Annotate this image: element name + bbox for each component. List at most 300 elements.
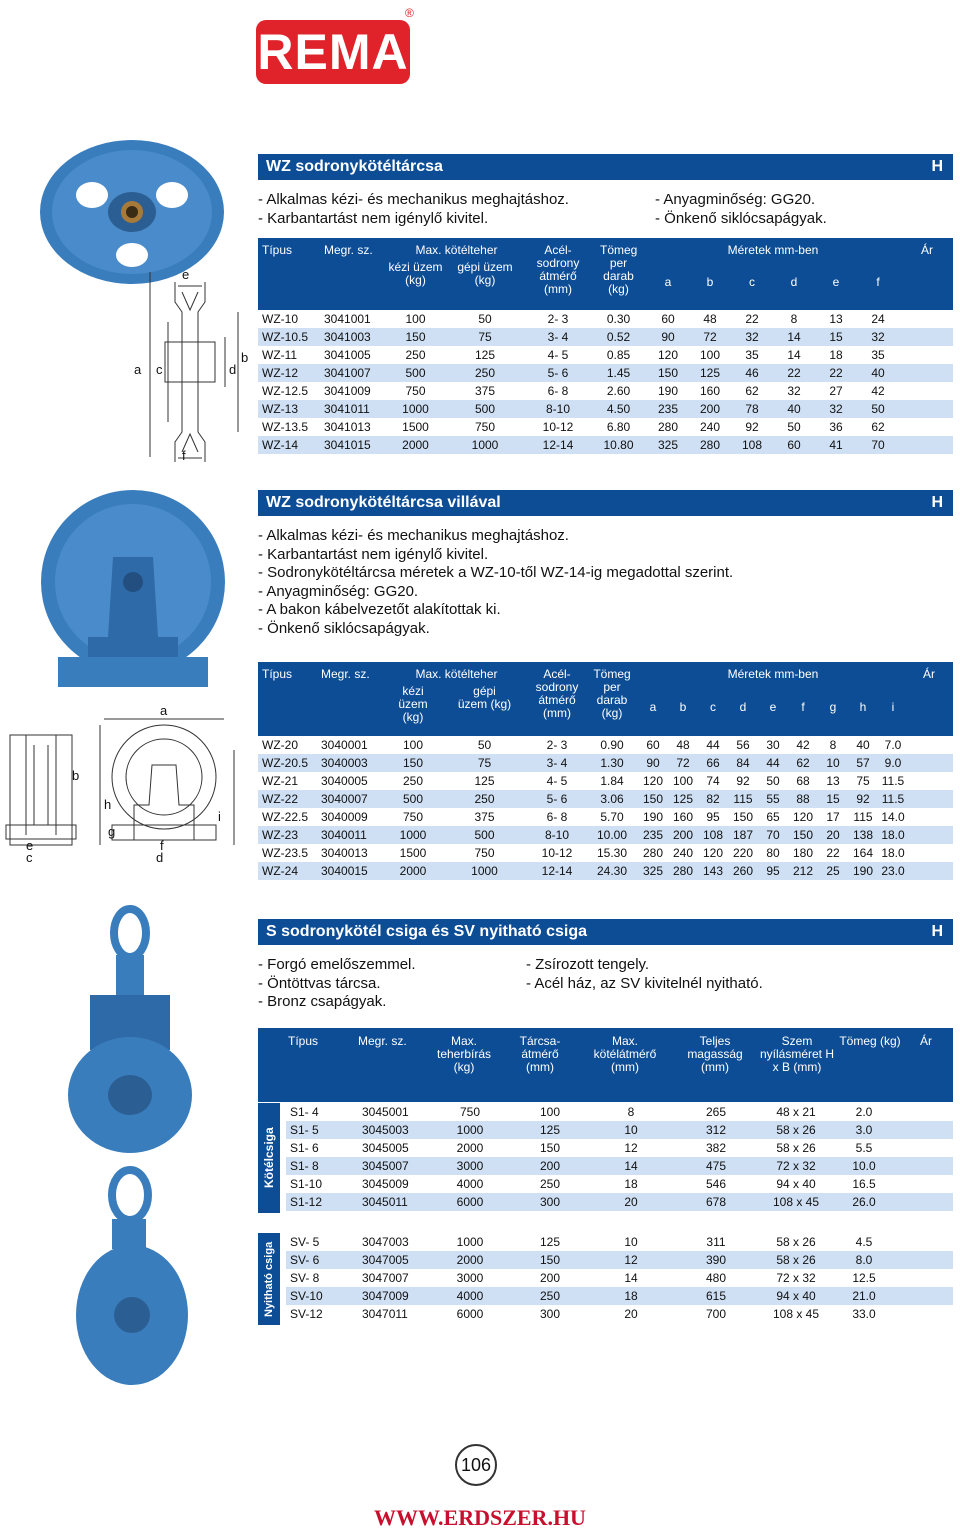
table-cell: SV- 8 (286, 1269, 358, 1287)
th-dim-h: h (859, 700, 867, 714)
dim2-label-g: g (108, 824, 116, 839)
th-ar: Ár (908, 662, 953, 736)
table-cell: 190 (647, 382, 689, 400)
table-cell: 1.84 (586, 772, 638, 790)
dim-label-d: d (229, 362, 237, 377)
table-cell: WZ-10 (258, 310, 320, 328)
table-row (286, 1103, 953, 1121)
table-cell: 33.0 (832, 1305, 896, 1323)
table-cell: 3040003 (317, 754, 385, 772)
table-cell: 15 (815, 328, 857, 346)
s1-bullets-right (655, 191, 827, 228)
price-cell (908, 736, 953, 754)
table-cell: 1000 (444, 436, 526, 454)
table-cell: 17 (818, 808, 848, 826)
table-cell: 700 (672, 1305, 760, 1323)
table-cell: 150 (788, 826, 818, 844)
table-cell: 50 (444, 310, 526, 328)
table-cell: 22 (773, 364, 815, 382)
table-cell: 3045005 (358, 1139, 430, 1157)
price-cell (899, 418, 953, 436)
table-cell: 10 (590, 1233, 672, 1251)
table-cell: 3041001 (320, 310, 387, 328)
table-cell: 4.5 (832, 1233, 896, 1251)
th-teherbiras: Max. teherbírás (kg) (436, 1034, 492, 1074)
table-cell: 92 (731, 418, 773, 436)
table-cell: 150 (385, 754, 441, 772)
table-cell: S1-10 (286, 1175, 358, 1193)
table-cell: 6000 (430, 1193, 510, 1211)
table-cell: 41 (815, 436, 857, 454)
table-cell: 3041005 (320, 346, 387, 364)
table-cell: 48 (689, 310, 731, 328)
th-dim-d: d (739, 700, 747, 714)
table-cell: 0.90 (586, 736, 638, 754)
dim-label-e: e (182, 267, 190, 282)
bullet: - Anyagminőség: GG20. (258, 582, 419, 600)
table-cell: 75 (848, 772, 878, 790)
price-cell (908, 772, 953, 790)
table-cell: 150 (387, 328, 444, 346)
table-cell: 187 (728, 826, 758, 844)
table-cell: 312 (672, 1121, 760, 1139)
dim2-label-c: c (26, 850, 33, 865)
table-cell: WZ-12 (258, 364, 320, 382)
table-cell: 14 (773, 328, 815, 346)
table-row (258, 382, 953, 400)
price-cell (896, 1157, 953, 1175)
price-cell (899, 364, 953, 382)
table-cell: 1000 (385, 826, 441, 844)
group-label-kotelcsiga: Kötélcsiga (258, 1103, 280, 1213)
wz-fork-technical-drawing (4, 715, 244, 865)
table-cell: WZ-22.5 (258, 808, 317, 826)
table-cell: 150 (510, 1139, 590, 1157)
table-cell: 160 (668, 808, 698, 826)
price-cell (896, 1139, 953, 1157)
table-cell: 20 (590, 1305, 672, 1323)
table-cell: 1.45 (590, 364, 647, 382)
dim2-label-e: e (26, 838, 34, 853)
table-cell: 32 (731, 328, 773, 346)
table-cell: 3040013 (317, 844, 385, 862)
table-cell: 546 (672, 1175, 760, 1193)
table-cell: 50 (441, 736, 528, 754)
table-cell: 55 (758, 790, 788, 808)
table-cell: 260 (728, 862, 758, 880)
table-cell: 3045009 (358, 1175, 430, 1193)
table-cell: 3047009 (358, 1287, 430, 1305)
th-ar: Ár (899, 238, 953, 310)
table-cell: 3045001 (358, 1103, 430, 1121)
table-cell: 750 (387, 382, 444, 400)
table-cell: 60 (647, 310, 689, 328)
table-cell: 480 (672, 1269, 760, 1287)
price-cell (899, 328, 953, 346)
table-row (286, 1139, 953, 1157)
dim2-label-i: i (218, 809, 221, 824)
bullet: - Anyagminőség: GG20. (655, 191, 816, 208)
table-cell: 212 (788, 862, 818, 880)
price-cell (896, 1251, 953, 1269)
dim2-label-h: h (104, 797, 112, 812)
table-cell: 3.06 (586, 790, 638, 808)
s-table-group1 (286, 1103, 953, 1211)
table-cell: 22 (815, 364, 857, 382)
th-meretek: Méretek mm-ben (727, 667, 819, 681)
table-cell: 250 (385, 772, 441, 790)
table-cell: 3.0 (832, 1121, 896, 1139)
th-max: Max. kötélteher (415, 667, 498, 681)
website-link[interactable]: WWW.ERDSZER.HU (374, 1505, 586, 1530)
table-cell: 200 (689, 400, 731, 418)
bullet: - A bakon kábelvezetőt alakítottak ki. (258, 601, 501, 618)
table-cell: 8 (818, 736, 848, 754)
table-cell: 143 (698, 862, 728, 880)
th-tomeg: Tömeg (kg) (839, 1034, 901, 1048)
table-cell: 50 (773, 418, 815, 436)
table-cell: 66 (698, 754, 728, 772)
table-cell: WZ-21 (258, 772, 317, 790)
table-cell: 2000 (385, 862, 441, 880)
th-magassag: Teljes magasság (mm) (687, 1034, 743, 1074)
dim-label-f: f (182, 448, 186, 463)
section-tag: H (931, 923, 943, 940)
th-dim-c: c (749, 275, 755, 289)
table-cell: 35 (731, 346, 773, 364)
table-cell: 300 (510, 1193, 590, 1211)
table-cell: 100 (689, 346, 731, 364)
rema-logo: REMA (256, 20, 410, 84)
bullet: - Alkalmas kézi- és mechanikus meghajtáshoz. (258, 527, 569, 544)
table-cell: 2.0 (832, 1103, 896, 1121)
table-cell: 14 (590, 1157, 672, 1175)
price-cell (899, 382, 953, 400)
table-cell: 58 x 26 (760, 1251, 832, 1269)
table-cell: 200 (668, 826, 698, 844)
table-cell: 60 (638, 736, 668, 754)
table-cell: 1000 (430, 1121, 510, 1139)
table-cell: WZ-11 (258, 346, 320, 364)
table-row (258, 310, 953, 328)
table-cell: 72 (668, 754, 698, 772)
price-cell (896, 1193, 953, 1211)
table-cell: 13 (818, 772, 848, 790)
table-cell: 3041007 (320, 364, 387, 382)
table-cell: SV- 5 (286, 1233, 358, 1251)
price-cell (908, 754, 953, 772)
table-cell: 240 (689, 418, 731, 436)
s-table-group2 (286, 1233, 953, 1323)
table-cell: 100 (510, 1103, 590, 1121)
price-cell (908, 862, 953, 880)
table-cell: 250 (441, 790, 528, 808)
table-cell: 27 (815, 382, 857, 400)
table-cell: 12-14 (526, 436, 590, 454)
table-cell: 250 (444, 364, 526, 382)
table-cell: 325 (647, 436, 689, 454)
table-cell: 18.0 (878, 844, 908, 862)
table-cell: 100 (668, 772, 698, 790)
s3-bullets-left (258, 956, 416, 1012)
table-cell: 20 (590, 1193, 672, 1211)
table-cell: 250 (510, 1287, 590, 1305)
price-cell (896, 1121, 953, 1139)
th-gepi: gépi üzem (kg) (457, 260, 513, 287)
wz-table (258, 238, 953, 454)
table-cell: 2000 (430, 1251, 510, 1269)
table-cell: 120 (698, 844, 728, 862)
table-cell: WZ-14 (258, 436, 320, 454)
table-cell: 250 (510, 1175, 590, 1193)
table-cell: 2000 (430, 1139, 510, 1157)
table-cell: 22 (818, 844, 848, 862)
table-cell: 125 (510, 1121, 590, 1139)
section-header-wz-villa (258, 490, 953, 516)
table-cell: 80 (758, 844, 788, 862)
th-megr: Megr. sz. (317, 662, 385, 736)
table-cell: 75 (444, 328, 526, 346)
table-cell: 88 (788, 790, 818, 808)
price-cell (899, 436, 953, 454)
bullet: - Karbantartást nem igénylő kivitel. (258, 209, 489, 227)
th-dim-f: f (876, 275, 880, 289)
page-number: 106 (455, 1444, 497, 1486)
table-cell: 235 (647, 400, 689, 418)
table-cell: 30 (758, 736, 788, 754)
table-cell: 18.0 (878, 826, 908, 844)
th-dim-a: a (664, 275, 672, 289)
table-row (286, 1233, 953, 1251)
table-cell: WZ-23.5 (258, 844, 317, 862)
table-cell: 3045003 (358, 1121, 430, 1139)
table-cell: 220 (728, 844, 758, 862)
table-cell: 8-10 (528, 826, 586, 844)
table-cell: 190 (848, 862, 878, 880)
th-tipus: Típus (258, 662, 317, 736)
price-cell (896, 1233, 953, 1251)
table-row (286, 1175, 953, 1193)
table-row (286, 1287, 953, 1305)
table-row (258, 328, 953, 346)
table-cell: 3047007 (358, 1269, 430, 1287)
table-cell: 6- 8 (526, 382, 590, 400)
table-cell: 3041009 (320, 382, 387, 400)
table-cell: 32 (773, 382, 815, 400)
table-cell: 40 (773, 400, 815, 418)
table-cell: 62 (731, 382, 773, 400)
dim-label-b: b (241, 350, 249, 365)
table-cell: 3041015 (320, 436, 387, 454)
table-cell: 3047011 (358, 1305, 430, 1323)
table-cell: 108 x 45 (760, 1193, 832, 1211)
table-cell: 500 (444, 400, 526, 418)
table-cell: 180 (788, 844, 818, 862)
table-cell: 10.0 (832, 1157, 896, 1175)
table-cell: 70 (857, 436, 899, 454)
price-cell (896, 1175, 953, 1193)
table-cell: 3040001 (317, 736, 385, 754)
table-cell: 68 (788, 772, 818, 790)
table-cell: S1- 8 (286, 1157, 358, 1175)
table-cell: 46 (731, 364, 773, 382)
table-cell: WZ-20.5 (258, 754, 317, 772)
table-cell: 138 (848, 826, 878, 844)
table-row (286, 1305, 953, 1323)
table-cell: 15 (818, 790, 848, 808)
table-row (286, 1157, 953, 1175)
section-tag: H (931, 494, 943, 511)
table-cell: 125 (689, 364, 731, 382)
table-cell: 2- 3 (528, 736, 586, 754)
table-cell: 9.0 (878, 754, 908, 772)
table-cell: 4- 5 (528, 772, 586, 790)
table-cell: SV- 6 (286, 1251, 358, 1269)
table-cell: 200 (510, 1157, 590, 1175)
group-label-nyithato: Nyitható csiga (258, 1233, 280, 1325)
table-cell: 8.0 (832, 1251, 896, 1269)
th-dim-b: b (679, 700, 687, 714)
dim-label-a: a (134, 362, 142, 377)
table-cell: 70 (758, 826, 788, 844)
dim2-label-f: f (160, 838, 164, 853)
table-cell: 12 (590, 1251, 672, 1269)
price-cell (896, 1269, 953, 1287)
table-cell: 120 (788, 808, 818, 826)
bullet: - Sodronykötéltárcsa méretek a WZ-10-től WZ-14-ig megadottal szerint. (258, 564, 734, 581)
th-gepi: gépi üzem (kg) (457, 684, 512, 711)
table-cell: 750 (385, 808, 441, 826)
table-cell: 2.60 (590, 382, 647, 400)
table-cell: 311 (672, 1233, 760, 1251)
registered-mark: ® (405, 6, 414, 20)
table-cell: 750 (444, 418, 526, 436)
table-row (286, 1251, 953, 1269)
table-cell: 2- 3 (526, 310, 590, 328)
table-cell: 12 (590, 1139, 672, 1157)
table-cell: 92 (728, 772, 758, 790)
table-cell: 3- 4 (526, 328, 590, 346)
th-dim-g: g (829, 700, 837, 714)
table-row (258, 418, 953, 436)
table-cell: 6000 (430, 1305, 510, 1323)
table-cell: 3041013 (320, 418, 387, 436)
table-cell: 3000 (430, 1269, 510, 1287)
section-tag: H (931, 158, 943, 175)
table-cell: 240 (668, 844, 698, 862)
table-cell: WZ-24 (258, 862, 317, 880)
table-cell: S1- 4 (286, 1103, 358, 1121)
table-cell: 18 (590, 1287, 672, 1305)
table-cell: 5- 6 (526, 364, 590, 382)
table-cell: SV-10 (286, 1287, 358, 1305)
table-cell: 125 (444, 346, 526, 364)
th-dim-d: d (790, 275, 798, 289)
table-cell: WZ-10.5 (258, 328, 320, 346)
table-cell: 4000 (430, 1287, 510, 1305)
table-cell: 42 (857, 382, 899, 400)
table-cell: 2000 (387, 436, 444, 454)
table-cell: 18 (590, 1175, 672, 1193)
table-cell: 56 (728, 736, 758, 754)
price-cell (908, 790, 953, 808)
th-megr: Megr. sz. (320, 238, 387, 310)
table-cell: 90 (647, 328, 689, 346)
table-cell: 18 (815, 346, 857, 364)
table-cell: 280 (638, 844, 668, 862)
table-cell: 16.5 (832, 1175, 896, 1193)
table-cell: 190 (638, 808, 668, 826)
table-cell: 8-10 (526, 400, 590, 418)
price-cell (899, 310, 953, 328)
th-tomeg: Tömeg per darab (kg) (586, 662, 638, 736)
table-cell: 3041003 (320, 328, 387, 346)
table-cell: 500 (441, 826, 528, 844)
table-cell: 50 (857, 400, 899, 418)
table-cell: 3040009 (317, 808, 385, 826)
table-cell: 21.0 (832, 1287, 896, 1305)
th-dim-b: b (706, 275, 714, 289)
table-cell: 280 (668, 862, 698, 880)
bullet: - Alkalmas kézi- és mechanikus meghajtáshoz. (258, 191, 569, 208)
table-cell: 108 (731, 436, 773, 454)
table-cell: 6- 8 (528, 808, 586, 826)
table-cell: 6.80 (590, 418, 647, 436)
table-cell: 32 (857, 328, 899, 346)
table-cell: WZ-13.5 (258, 418, 320, 436)
section-title: WZ sodronykötéltárcsa villával (266, 494, 501, 511)
table-cell: 44 (698, 736, 728, 754)
th-kezi: kézi üzem (kg) (388, 260, 443, 287)
table-cell: 15.30 (586, 844, 638, 862)
table-cell: 50 (758, 772, 788, 790)
table-cell: 150 (638, 790, 668, 808)
table-cell: 24.30 (586, 862, 638, 880)
wz-fork-pulley-image (28, 487, 248, 692)
table-row (258, 808, 953, 826)
table-cell: 14.0 (878, 808, 908, 826)
table-cell: 3040015 (317, 862, 385, 880)
table-cell: 44 (758, 754, 788, 772)
table-cell: 3045011 (358, 1193, 430, 1211)
table-cell: 94 x 40 (760, 1175, 832, 1193)
table-cell: 164 (848, 844, 878, 862)
table-cell: 325 (638, 862, 668, 880)
dim-label-c: c (156, 362, 163, 377)
table-cell: 24 (857, 310, 899, 328)
table-row (258, 364, 953, 382)
table-cell: 32 (815, 400, 857, 418)
table-cell: 200 (510, 1269, 590, 1287)
table-cell: 74 (698, 772, 728, 790)
table-cell: 20 (818, 826, 848, 844)
table-cell: 280 (689, 436, 731, 454)
table-cell: 3- 4 (528, 754, 586, 772)
table-cell: 615 (672, 1287, 760, 1305)
table-cell: 40 (848, 736, 878, 754)
table-cell: WZ-22 (258, 790, 317, 808)
table-cell: 58 x 26 (760, 1139, 832, 1157)
table-cell: 150 (510, 1251, 590, 1269)
th-dim-e: e (769, 700, 777, 714)
th-ar: Ár (920, 1034, 932, 1048)
table-cell: 14 (590, 1269, 672, 1287)
table-cell: 10-12 (528, 844, 586, 862)
table-cell: 280 (647, 418, 689, 436)
table-cell: 58 x 26 (760, 1233, 832, 1251)
table-row (258, 736, 953, 754)
wz-villa-table (258, 662, 953, 880)
